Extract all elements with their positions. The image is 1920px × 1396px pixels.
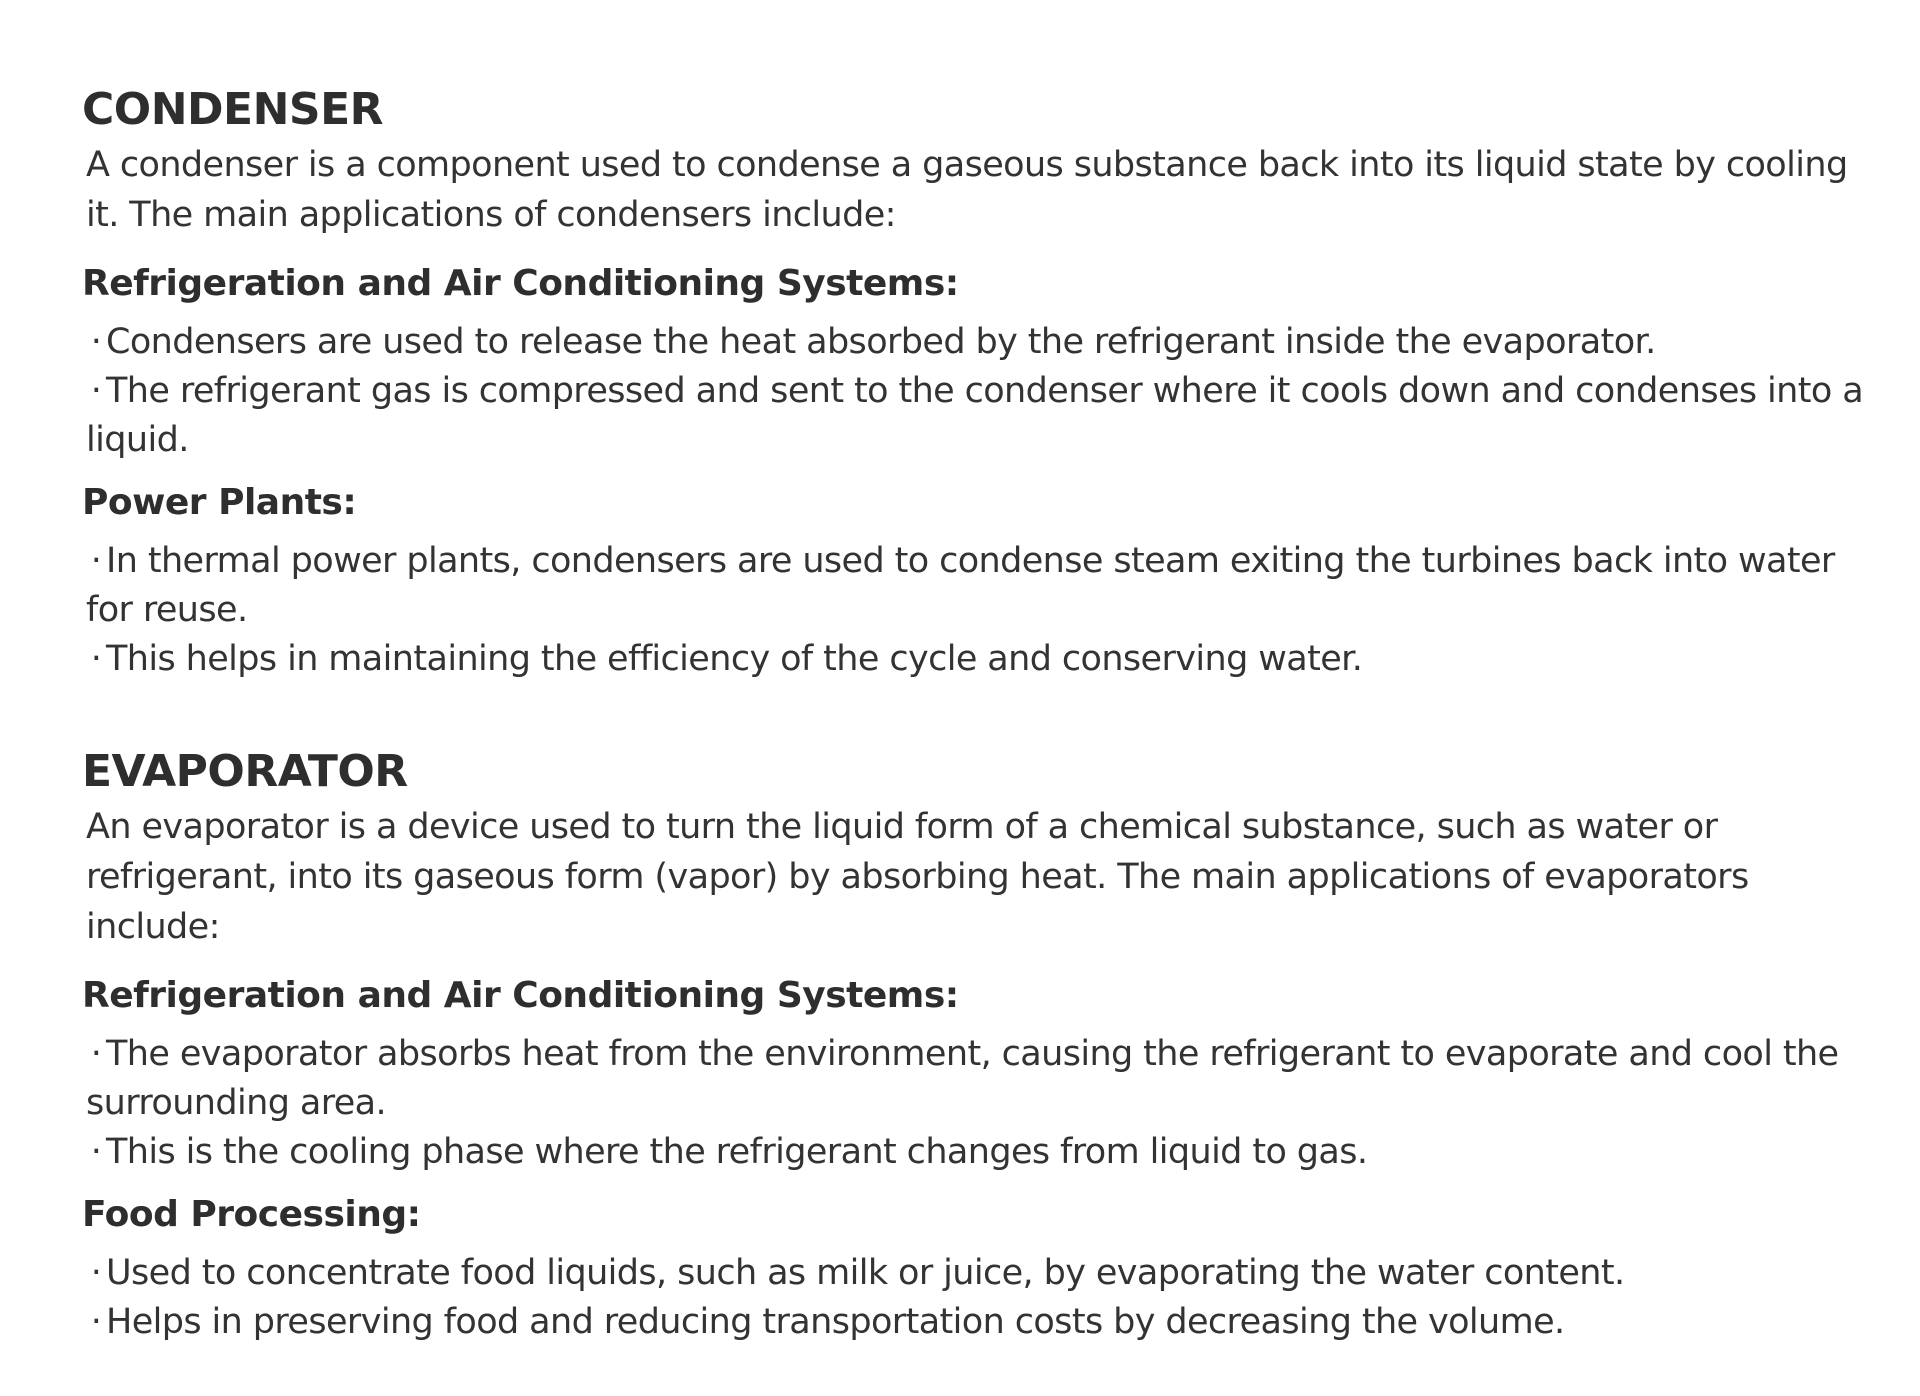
bullet-text: This helps in maintaining the efficiency of the cycle and conserving water.	[106, 639, 1363, 679]
subsection-power-plants	[82, 477, 1882, 684]
bullet-item	[86, 537, 1882, 635]
bullet-symbol: ·	[90, 1034, 102, 1074]
section-title: CONDENSER	[82, 84, 384, 135]
subsection-refrigeration	[82, 258, 1882, 465]
bullet-list	[82, 1030, 1882, 1177]
bullet-list	[82, 537, 1882, 684]
bullet-text: The refrigerant gas is compressed and sent to the condenser where it cools down and condenses into a liquid.	[86, 371, 1864, 460]
condenser-section	[82, 80, 1882, 684]
subsection-title: Refrigeration and Air Conditioning Systems:	[82, 975, 959, 1016]
bullet-symbol: ·	[90, 541, 102, 581]
bullet-symbol: ·	[90, 322, 102, 362]
bullet-list	[82, 318, 1882, 465]
bullet-text: Helps in preserving food and reducing transportation costs by decreasing the volume.	[106, 1302, 1565, 1342]
subsection-title: Power Plants:	[82, 482, 357, 523]
bullet-item	[86, 367, 1882, 465]
bullet-symbol: ·	[90, 371, 102, 411]
bullet-symbol: ·	[90, 1302, 102, 1342]
bullet-text: The evaporator absorbs heat from the environment, causing the refrigerant to evaporate and cool the surrounding area.	[86, 1034, 1839, 1123]
bullet-text: In thermal power plants, condensers are used to condense steam exiting the turbines back into water for reuse.	[86, 541, 1835, 630]
bullet-item	[86, 318, 1882, 367]
evaporator-section	[82, 742, 1882, 1347]
bullet-list	[82, 1249, 1882, 1347]
subsection-refrigeration	[82, 970, 1882, 1177]
bullet-item	[86, 1249, 1882, 1298]
section-intro: An evaporator is a device used to turn the liquid form of a chemical substance, such as water or refrigerant, into its gaseous form (vapor) by absorbing heat. The main applications of evaporators include:	[86, 807, 1749, 947]
bullet-text: This is the cooling phase where the refrigerant changes from liquid to gas.	[106, 1132, 1368, 1172]
subsection-title: Refrigeration and Air Conditioning Systems:	[82, 263, 959, 304]
bullet-item	[86, 1298, 1882, 1347]
bullet-symbol: ·	[90, 1132, 102, 1172]
section-title: EVAPORATOR	[82, 746, 408, 797]
bullet-text: Condensers are used to release the heat absorbed by the refrigerant inside the evaporator.	[106, 322, 1656, 362]
subsection-food-processing	[82, 1189, 1882, 1347]
document-page	[82, 80, 1882, 1347]
bullet-text: Used to concentrate food liquids, such as milk or juice, by evaporating the water content.	[106, 1253, 1625, 1293]
section-intro: A condenser is a component used to condense a gaseous substance back into its liquid state by cooling it. The main applications of condensers include:	[86, 145, 1848, 235]
bullet-symbol: ·	[90, 639, 102, 679]
bullet-item	[86, 1030, 1882, 1128]
bullet-item	[86, 635, 1882, 684]
bullet-symbol: ·	[90, 1253, 102, 1293]
bullet-item	[86, 1128, 1882, 1177]
subsection-title: Food Processing:	[82, 1194, 421, 1235]
